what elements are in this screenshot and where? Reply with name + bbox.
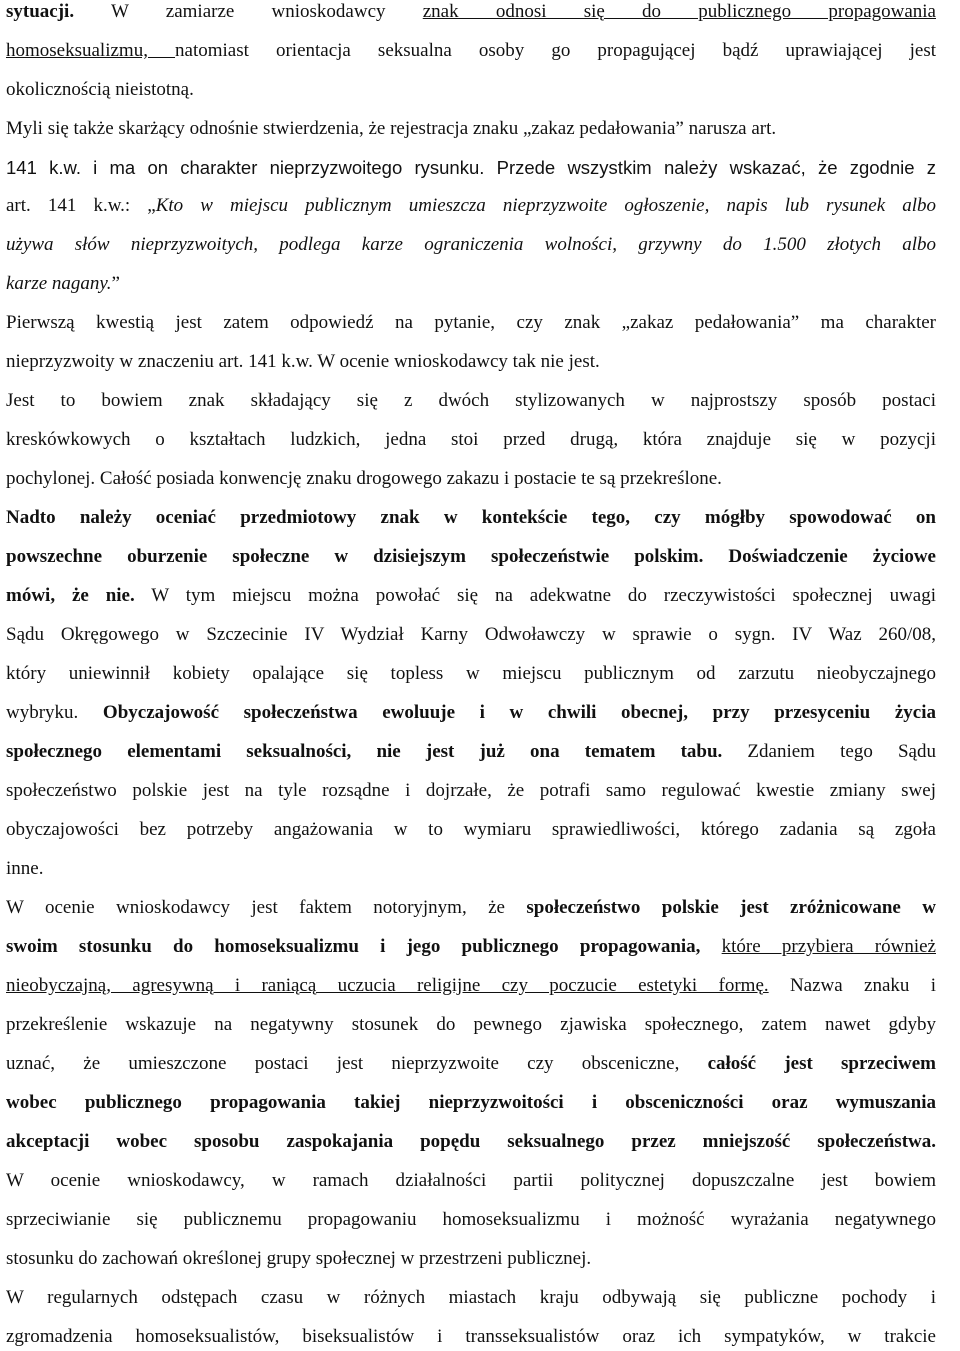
- text-segment: okolicznością nieistotną.: [6, 79, 194, 100]
- text-line: [6, 818, 936, 842]
- text-segment: Myli się także skarżący odnośnie stwierdzenia, że rejestracja znaku „zakaz pedałowania” narusza art.: [6, 118, 777, 139]
- text-line: [6, 935, 936, 959]
- bold-text: Nadto należy oceniać przedmiotowy znak w kontekście tego, czy mógłby spowodować on: [6, 507, 936, 528]
- italic-quote-text: karze nagany.: [6, 273, 112, 294]
- bold-text: akceptacji wobec sposobu zaspokajania popędu seksualnego przez mniejszość społeczeństwa.: [6, 1131, 936, 1152]
- bold-text: sytuacji.: [6, 1, 75, 22]
- text-line: [6, 311, 936, 335]
- text-segment: obyczajowości bez potrzeby angażowania w to wymiaru sprawiedliwości, którego zadania są zgoła: [6, 819, 936, 840]
- text-segment: społeczeństwo polskie jest na tyle rozsądne i dojrzałe, że potrafi samo regulować kwestie zmiany swej: [6, 780, 936, 801]
- text-segment: Sądu Okręgowego w Szczecinie IV Wydział Karny Odwoławczy w sprawie o sygn. IV Waz 260/08,: [6, 624, 936, 645]
- text-segment: stosunku do zachowań określonej grupy społecznej w przestrzeni publicznej.: [6, 1248, 592, 1269]
- text-segment: ”: [111, 273, 120, 294]
- text-segment: który uniewinnił kobiety opalające się topless w miejscu publicznym od zarzutu nieobyczajnego: [6, 663, 936, 684]
- underlined-text: które przybiera również: [721, 936, 936, 957]
- text-line: [6, 701, 936, 725]
- text-line: [6, 740, 936, 764]
- text-segment: W tym miejscu można powołać się na adekwatne do rzeczywistości społecznej uwagi: [134, 585, 936, 606]
- text-line: [6, 467, 936, 491]
- text-line: [6, 1325, 936, 1349]
- text-line: [6, 39, 936, 63]
- text-segment: W ocenie wnioskodawcy jest faktem notoryjnym, że: [6, 897, 527, 918]
- text-line: [6, 78, 936, 102]
- text-line: [6, 350, 936, 374]
- text-line: [6, 974, 936, 998]
- text-segment: W zamiarze wnioskodawcy: [74, 1, 423, 22]
- text-line: [6, 545, 936, 569]
- text-line: [6, 623, 936, 647]
- text-line: [6, 389, 936, 413]
- italic-quote-text: Kto w miejscu publicznym umieszcza nieprzyzwoite ogłoszenie, napis lub rysunek albo: [155, 195, 936, 216]
- text-line: [6, 117, 936, 141]
- text-line: [6, 1169, 936, 1193]
- text-line: [6, 1052, 936, 1076]
- text-segment: nieprzyzwoity w znaczeniu art. 141 k.w. W ocenie wnioskodawcy tak nie jest.: [6, 351, 600, 372]
- text-segment: 141 k.w. i ma on charakter nieprzyzwoitego rysunku. Przede wszystkim należy wskazać, że zgodnie z: [6, 157, 936, 178]
- text-line: [6, 662, 936, 686]
- text-line: [6, 194, 936, 218]
- text-segment: kreskówkowych o kształtach ludzkich, jedna stoi przed drugą, która znajduje się w pozycji: [6, 429, 936, 450]
- text-segment: Nazwa znaku i: [768, 975, 936, 996]
- bold-text: całość jest sprzeciwem: [707, 1053, 936, 1074]
- bold-text: wobec publicznego propagowania takiej nieprzyzwoitości i obsceniczności oraz wymuszania: [6, 1092, 936, 1113]
- text-segment: natomiast orientacja seksualna osoby go propagującej bądź uprawiającej jest: [175, 40, 937, 61]
- bold-text: mówi, że nie.: [6, 585, 135, 606]
- text-line: [6, 1286, 936, 1310]
- text-line: [6, 584, 936, 608]
- text-line: [6, 1247, 936, 1271]
- bold-text: społeczeństwo polskie jest zróżnicowane w: [526, 897, 936, 918]
- text-line: [6, 857, 936, 881]
- bold-text: Obyczajowość społeczeństwa ewoluuje i w chwili obecnej, przy przesyceniu życia: [102, 702, 936, 723]
- bold-text: swoim stosunku do homoseksualizmu i jego publicznego propagowania,: [6, 936, 722, 957]
- text-line: [6, 779, 936, 803]
- text-segment: Pierwszą kwestią jest zatem odpowiedź na pytanie, czy znak „zakaz pedałowania” ma charakter: [6, 312, 936, 333]
- underlined-text: nieobyczajną, agresywną i raniącą uczucia religijne czy poczucie estetyki formę.: [6, 975, 769, 996]
- underlined-text: znak odnosi się do publicznego propagowania: [422, 1, 936, 22]
- text-segment: przekreślenie wskazuje na negatywny stosunek do pewnego zjawiska społecznego, zatem nawet gdyby: [6, 1014, 936, 1035]
- text-line: [6, 428, 936, 452]
- text-segment: Jest to bowiem znak składający się z dwóch stylizowanych w najprostszy sposób postaci: [6, 390, 936, 411]
- text-line: [6, 1013, 936, 1037]
- text-line: [6, 1208, 936, 1232]
- text-segment: W regularnych odstępach czasu w różnych miastach kraju odbywają się publiczne pochody i: [6, 1287, 936, 1308]
- text-line: [6, 506, 936, 530]
- text-segment: inne.: [6, 858, 44, 879]
- text-segment: art. 141 k.w.: „: [6, 195, 156, 216]
- italic-quote-text: używa słów nieprzyzwoitych, podlega karze ograniczenia wolności, grzywny do 1.500 złotych albo: [6, 234, 936, 255]
- text-line: [6, 156, 936, 180]
- text-segment: pochylonej. Całość posiada konwencję znaku drogowego zakazu i postacie te są przekreślone.: [6, 468, 722, 489]
- text-segment: Zdaniem tego Sądu: [722, 741, 936, 762]
- text-segment: wybryku.: [6, 702, 103, 723]
- text-line: [6, 0, 936, 24]
- text-segment: W ocenie wnioskodawcy, w ramach działalności partii politycznej dopuszczalne jest bowiem: [6, 1170, 936, 1191]
- text-segment: zgromadzenia homoseksualistów, biseksualistów i transseksualistów oraz ich sympatyków, w trakcie: [6, 1326, 936, 1347]
- text-line: [6, 233, 936, 257]
- bold-text: powszechne oburzenie społeczne w dzisiejszym społeczeństwie polskim. Doświadczenie życiowe: [6, 546, 936, 567]
- text-line: [6, 272, 936, 296]
- text-segment: sprzeciwianie się publicznemu propagowaniu homoseksualizmu i możność wyrażania negatywnego: [6, 1209, 936, 1230]
- text-line: [6, 1091, 936, 1115]
- text-line: [6, 1130, 936, 1154]
- underlined-text: homoseksualizmu,: [6, 40, 176, 61]
- bold-text: społecznego elementami seksualności, nie jest już ona tematem tabu.: [6, 741, 723, 762]
- text-segment: uznać, że umieszczone postaci jest nieprzyzwoite czy obsceniczne,: [6, 1053, 708, 1074]
- text-line: [6, 896, 936, 920]
